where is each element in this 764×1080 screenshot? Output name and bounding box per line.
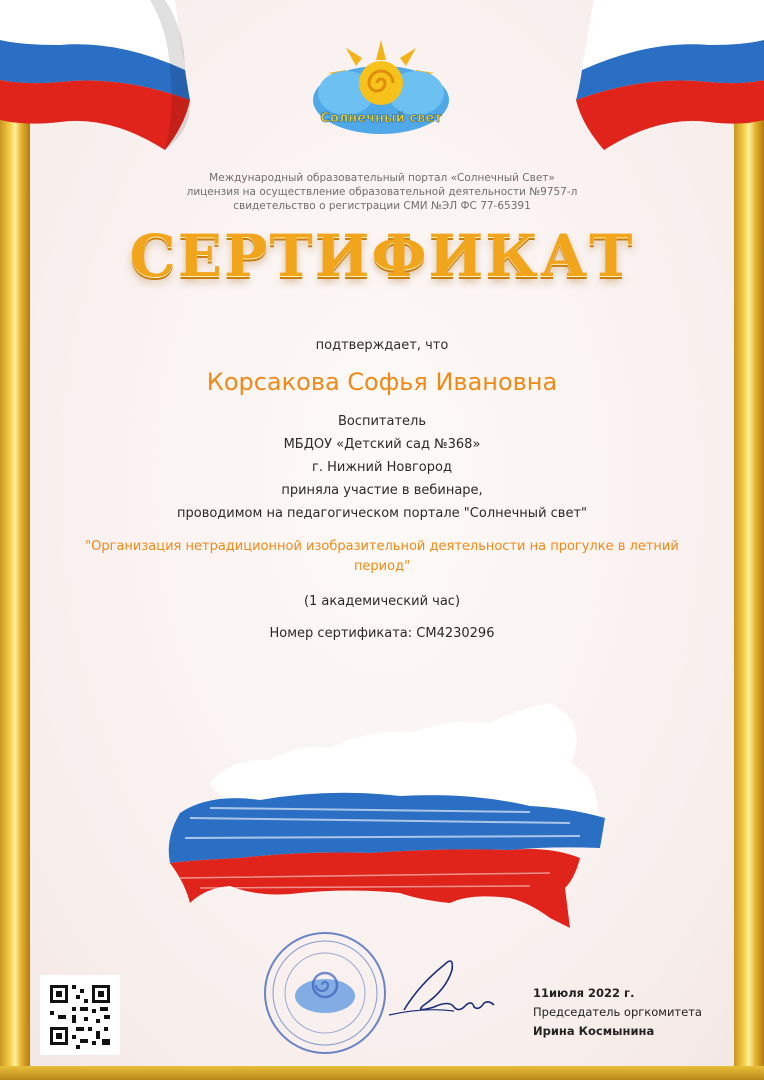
russia-map-flag-icon <box>150 688 610 948</box>
flag-ribbon-right <box>564 0 764 160</box>
certificate-number-label: Номер сертификата: <box>269 626 413 641</box>
recipient-city: г. Нижний Новгород <box>312 460 452 475</box>
certificate-number-line <box>0 626 764 641</box>
signature-role: Председатель оргкомитета <box>533 1005 702 1019</box>
participation-text: приняла участие в вебинаре, <box>281 483 483 498</box>
signature-icon <box>384 945 504 1025</box>
header-license-line: лицензия на осуществление образовательной деятельности №9757-л <box>186 186 578 198</box>
gold-border-bottom <box>0 1066 764 1080</box>
svg-text:Солнечный свет: Солнечный свет <box>320 111 442 126</box>
header-registration-line: свидетельство о регистрации СМИ №ЭЛ ФС 77-65391 <box>233 200 531 212</box>
signature-block <box>533 984 702 1041</box>
confirm-text: подтверждает, что <box>315 338 449 353</box>
signature-name: Ирина Космынина <box>533 1024 655 1038</box>
recipient-position: Воспитатель <box>337 414 427 429</box>
certificate-number: CM4230296 <box>416 626 495 641</box>
webinar-topic: "Организация нетрадиционной изобразительной деятельности на прогулке в летний период" <box>85 539 679 574</box>
recipient-name: Корсакова Софья Ивановна <box>206 368 558 396</box>
certificate-title: СЕРТИФИКАТ <box>129 222 635 290</box>
qr-code-icon <box>40 975 120 1055</box>
sun-logo <box>306 38 456 138</box>
stamp-seal-icon <box>262 930 388 1056</box>
header-info <box>0 171 764 213</box>
flag-ribbon-left <box>0 0 200 160</box>
header-portal-line: Международный образовательный портал «Солнечный Свет» <box>209 172 555 184</box>
signature-date: 11июля 2022 г. <box>533 986 635 1000</box>
portal-text: проводимом на педагогическом портале "Солнечный свет" <box>176 506 588 521</box>
recipient-organization: МБДОУ «Детский сад №368» <box>283 437 481 452</box>
recipient-details <box>0 410 764 525</box>
academic-hours: (1 академический час) <box>303 594 461 609</box>
